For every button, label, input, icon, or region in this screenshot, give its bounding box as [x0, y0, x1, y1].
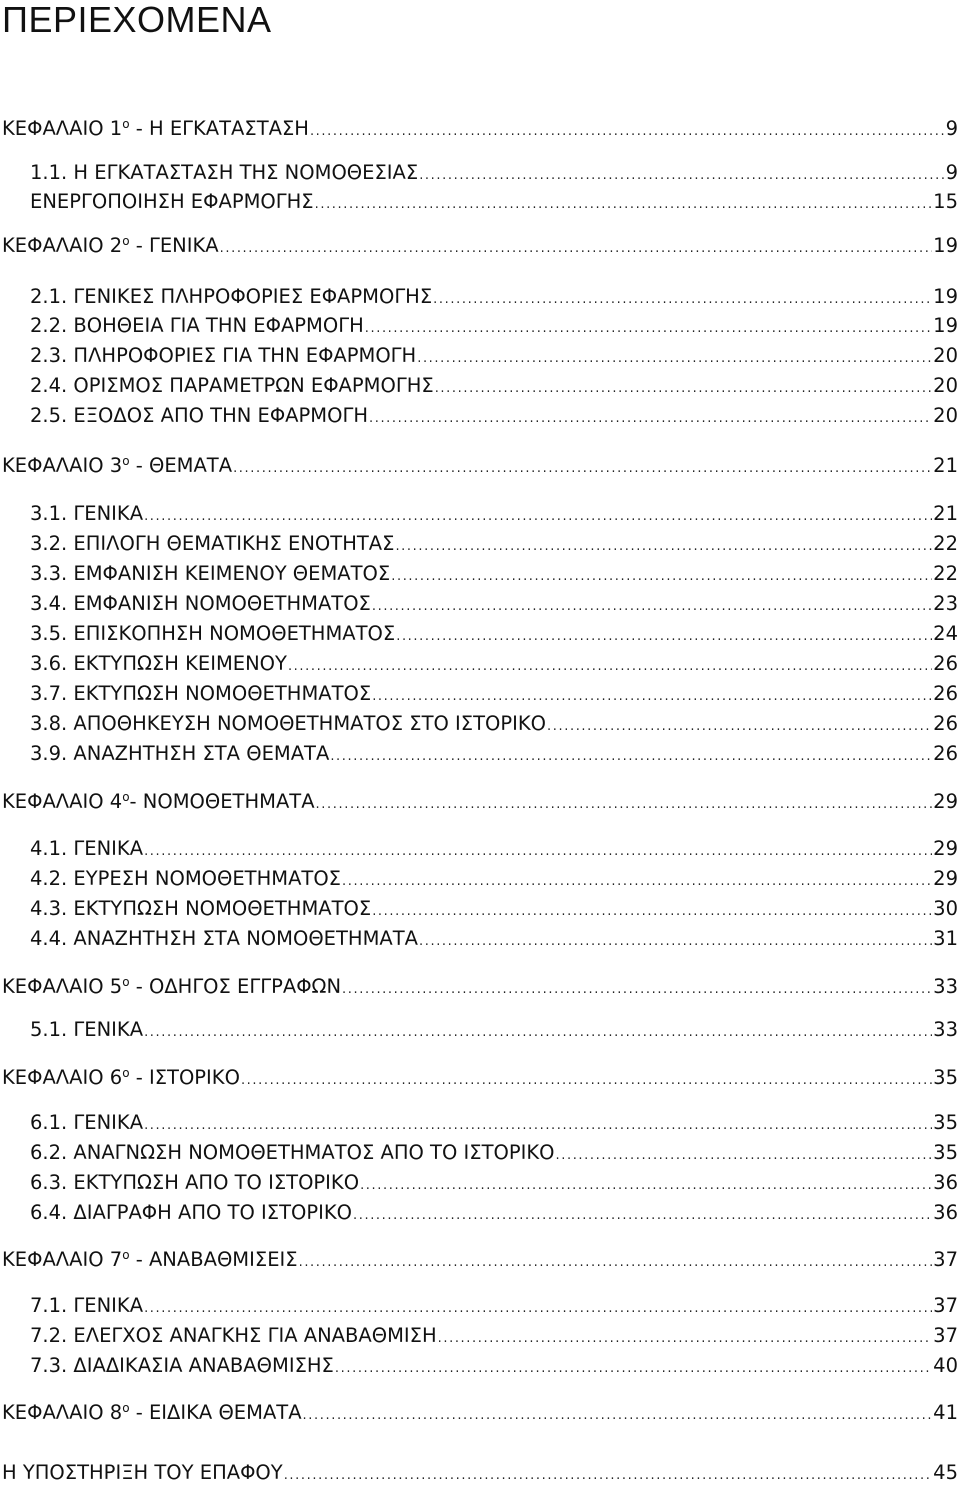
toc-section-entry[interactable]	[0, 1015, 958, 1045]
toc-section-entry[interactable]	[0, 894, 958, 924]
entry-title: 6.2. ΑΝΑΓΝΩΣΗ ΝΟΜΟΘΕΤΗΜΑΤΟΣ ΑΠΟ ΤΟ ΙΣΤΟΡΙΚΟ	[30, 1141, 555, 1164]
toc-section-entry[interactable]	[0, 1351, 958, 1381]
entry-title: 5.1. ΓΕΝΙΚΑ	[30, 1018, 144, 1041]
entry-title: 3.6. ΕΚΤΥΠΩΣΗ ΚΕΙΜΕΝΟΥ	[30, 652, 287, 675]
entry-title-suffix: - ΑΝΑΒΑΘΜΙΣΕΙΣ	[129, 1248, 298, 1271]
entry-label	[0, 451, 232, 481]
dot-leader	[372, 592, 932, 622]
entry-label	[0, 787, 315, 817]
dot-leader	[310, 117, 945, 147]
page-number: 41	[933, 1401, 958, 1424]
entry-label	[0, 158, 418, 188]
page-number: 37	[933, 1324, 958, 1347]
entry-label	[0, 1245, 298, 1275]
dot-leader	[316, 790, 933, 820]
page-number: 35	[933, 1066, 958, 1089]
entry-label	[0, 282, 432, 312]
entry-label	[0, 401, 368, 431]
entry-title: ΚΕΦΑΛΑΙΟ 7	[2, 1248, 123, 1271]
dot-leader	[303, 1401, 933, 1431]
toc-section-entry[interactable]	[0, 739, 958, 769]
entry-title: 2.2. ΒΟΗΘΕΙΑ ΓΙΑ ΤΗΝ ΕΦΑΡΜΟΓΗ	[30, 314, 364, 337]
ordinal-superscript: ο	[122, 1248, 130, 1262]
toc-section-entry[interactable]	[0, 341, 958, 371]
entry-label	[0, 1291, 143, 1321]
entry-title: ΚΕΦΑΛΑΙΟ 2	[2, 234, 123, 257]
page-number: 33	[933, 1018, 958, 1041]
entry-title: 7.2. ΕΛΕΓΧΟΣ ΑΝΑΓΚΗΣ ΓΙΑ ΑΝΑΒΑΘΜΙΣΗ	[30, 1324, 437, 1347]
entry-label	[0, 619, 395, 649]
page-number: 22	[933, 532, 958, 555]
page-number: 20	[933, 404, 958, 427]
toc-section-entry[interactable]	[0, 529, 958, 559]
toc-section-entry[interactable]	[0, 864, 958, 894]
dot-leader	[360, 1171, 932, 1201]
page-number: 35	[933, 1111, 958, 1134]
entry-title: 2.3. ΠΛΗΡΟΦΟΡΙΕΣ ΓΙΑ ΤΗΝ ΕΦΑΡΜΟΓΗ	[30, 344, 417, 367]
page-number: 29	[933, 790, 958, 813]
page-number: 29	[933, 837, 958, 860]
entry-title: 3.2. ΕΠΙΛΟΓΗ ΘΕΜΑΤΙΚΗΣ ΕΝΟΤΗΤΑΣ	[30, 532, 395, 555]
entry-title: Η ΥΠΟΣΤΗΡΙΞΗ ΤΟΥ ΕΠΑΦΟΥ	[2, 1461, 283, 1484]
page-number: 26	[933, 742, 958, 765]
toc-section-entry[interactable]	[0, 158, 958, 188]
toc-section-entry[interactable]	[0, 1108, 958, 1138]
entry-label	[0, 739, 329, 769]
entry-label	[0, 187, 314, 217]
page-number: 37	[933, 1248, 958, 1271]
page-number: 21	[933, 502, 958, 525]
entry-label	[0, 1321, 437, 1351]
dot-leader	[396, 622, 932, 652]
entry-title: 6.3. ΕΚΤΥΠΩΣΗ ΑΠΟ ΤΟ ΙΣΤΟΡΙΚΟ	[30, 1171, 360, 1194]
entry-title-suffix: - ΘΕΜΑΤΑ	[129, 454, 233, 477]
dot-leader	[241, 1066, 932, 1096]
toc-section-entry[interactable]	[0, 371, 958, 401]
entry-label	[0, 1351, 334, 1381]
toc-section-entry[interactable]	[0, 709, 958, 739]
entry-title: 4.2. ΕΥΡΕΣΗ ΝΟΜΟΘΕΤΗΜΑΤΟΣ	[30, 867, 342, 890]
entry-title-suffix: - ΕΙΔΙΚΑ ΘΕΜΑΤΑ	[129, 1401, 302, 1424]
dot-leader	[342, 867, 932, 897]
toc-chapter-entry[interactable]	[0, 451, 958, 481]
toc-section-entry[interactable]	[0, 1138, 958, 1168]
toc-chapter-entry[interactable]	[0, 1398, 958, 1428]
entry-title: 2.1. ΓΕΝΙΚΕΣ ΠΛΗΡΟΦΟΡΙΕΣ ΕΦΑΡΜΟΓΗΣ	[30, 285, 433, 308]
toc-section-entry[interactable]	[0, 311, 958, 341]
toc-section-entry[interactable]	[0, 559, 958, 589]
dot-leader	[395, 532, 932, 562]
entry-label	[0, 649, 287, 679]
page-number: 20	[933, 344, 958, 367]
entry-title: 3.7. ΕΚΤΥΠΩΣΗ ΝΟΜΟΘΕΤΗΜΑΤΟΣ	[30, 682, 372, 705]
toc-section-entry[interactable]	[0, 679, 958, 709]
page-number: 19	[933, 285, 958, 308]
entry-label	[0, 709, 546, 739]
entry-title: ΚΕΦΑΛΑΙΟ 3	[2, 454, 123, 477]
page-title: ΠΕΡΙΕΧΟΜΕΝΑ	[2, 0, 272, 40]
entry-label	[0, 559, 390, 589]
toc-chapter-entry[interactable]	[0, 231, 958, 261]
entry-label	[0, 834, 143, 864]
toc-section-entry[interactable]	[0, 924, 958, 954]
entry-label	[0, 1168, 359, 1198]
entry-label	[0, 311, 364, 341]
ordinal-superscript: ο	[122, 790, 130, 804]
entry-title: ΚΕΦΑΛΑΙΟ 6	[2, 1066, 123, 1089]
dot-leader	[288, 652, 932, 682]
entry-title: 7.3. ΔΙΑΔΙΚΑΣΙΑ ΑΝΑΒΑΘΜΙΣΗΣ	[30, 1354, 334, 1377]
entry-title: 3.3. ΕΜΦΑΝΙΣΗ ΚΕΙΜΕΝΟΥ ΘΕΜΑΤΟΣ	[30, 562, 391, 585]
entry-title: ΕΝΕΡΓΟΠΟΙΗΣΗ ΕΦΑΡΜΟΓΗΣ	[30, 190, 314, 213]
entry-label	[0, 679, 371, 709]
toc-section-entry[interactable]	[0, 1168, 958, 1198]
dot-leader	[144, 502, 932, 532]
page-number: 40	[933, 1354, 958, 1377]
toc-section-entry[interactable]	[0, 619, 958, 649]
toc-chapter-entry[interactable]	[0, 787, 958, 817]
page-number: 22	[933, 562, 958, 585]
page-number: 21	[933, 454, 958, 477]
dot-leader	[233, 454, 932, 484]
entry-title: 1.1. Η ΕΓΚΑΤΑΣΤΑΣΗ ΤΗΣ ΝΟΜΟΘΕΣΙΑΣ	[30, 161, 419, 184]
page-number: 45	[933, 1461, 958, 1484]
toc-chapter-entry[interactable]	[0, 972, 958, 1002]
toc-section-entry[interactable]	[0, 282, 958, 312]
dot-leader	[435, 374, 932, 404]
entry-label	[0, 371, 434, 401]
dot-leader	[353, 1201, 932, 1231]
dot-leader	[417, 344, 932, 374]
dot-leader	[220, 234, 933, 264]
ordinal-superscript: ο	[122, 975, 130, 989]
dot-leader	[391, 562, 932, 592]
ordinal-superscript: ο	[122, 1066, 130, 1080]
entry-title-suffix: - ΝΟΜΟΘΕΤΗΜΑΤΑ	[129, 790, 315, 813]
entry-title-suffix: - Η ΕΓΚΑΤΑΣΤΑΣΗ	[129, 117, 309, 140]
toc-chapter-entry[interactable]	[0, 1063, 958, 1093]
dot-leader	[438, 1324, 933, 1354]
page-number: 19	[933, 314, 958, 337]
entry-title: 7.1. ΓΕΝΙΚΑ	[30, 1294, 144, 1317]
dot-leader	[419, 927, 932, 957]
page-number: 9	[945, 161, 958, 184]
entry-title: 6.4. ΔΙΑΓΡΑΦΗ ΑΠΟ ΤΟ ΙΣΤΟΡΙΚΟ	[30, 1201, 352, 1224]
page-number: 35	[933, 1141, 958, 1164]
toc-chapter-entry[interactable]	[0, 114, 958, 144]
entry-label	[0, 1015, 143, 1045]
entry-title: 6.1. ΓΕΝΙΚΑ	[30, 1111, 144, 1134]
entry-title: ΚΕΦΑΛΑΙΟ 4	[2, 790, 123, 813]
entry-label	[0, 231, 219, 261]
ordinal-superscript: ο	[122, 234, 130, 248]
entry-title: 4.1. ΓΕΝΙΚΑ	[30, 837, 144, 860]
dot-leader	[342, 975, 932, 1005]
entry-title: 3.9. ΑΝΑΖΗΤΗΣΗ ΣΤΑ ΘΕΜΑΤΑ	[30, 742, 330, 765]
entry-title: ΚΕΦΑΛΑΙΟ 5	[2, 975, 123, 998]
entry-label	[0, 894, 371, 924]
dot-leader	[330, 742, 932, 772]
ordinal-superscript: ο	[122, 454, 130, 468]
entry-title: 4.3. ΕΚΤΥΠΩΣΗ ΝΟΜΟΘΕΤΗΜΑΤΟΣ	[30, 897, 372, 920]
entry-label	[0, 972, 341, 1002]
page-number: 36	[933, 1171, 958, 1194]
ordinal-superscript: ο	[122, 117, 130, 131]
dot-leader	[372, 682, 932, 712]
entry-label	[0, 341, 416, 371]
dot-leader	[144, 1018, 932, 1048]
entry-label	[0, 924, 418, 954]
dot-leader	[369, 404, 932, 434]
page-number: 26	[933, 652, 958, 675]
dot-leader	[299, 1248, 933, 1278]
page-number: 29	[933, 867, 958, 890]
entry-label	[0, 1138, 555, 1168]
dot-leader	[315, 190, 933, 220]
dot-leader	[547, 712, 932, 742]
toc-section-entry[interactable]	[0, 834, 958, 864]
page-number: 23	[933, 592, 958, 615]
dot-leader	[144, 1111, 932, 1141]
entry-title: 3.8. ΑΠΟΘΗΚΕΥΣΗ ΝΟΜΟΘΕΤΗΜΑΤΟΣ ΣΤΟ ΙΣΤΟΡΙΚΟ	[30, 712, 547, 735]
page-number: 9	[945, 117, 958, 140]
entry-title: 3.4. ΕΜΦΑΝΙΣΗ ΝΟΜΟΘΕΤΗΜΑΤΟΣ	[30, 592, 371, 615]
entry-title: 3.1. ΓΕΝΙΚΑ	[30, 502, 144, 525]
toc-chapter-entry[interactable]	[0, 1245, 958, 1275]
toc-section-entry[interactable]	[0, 1198, 958, 1228]
toc-section-entry[interactable]	[0, 1321, 958, 1351]
dot-leader	[144, 1294, 932, 1324]
entry-label	[0, 114, 309, 144]
entry-label	[0, 864, 341, 894]
toc-section-entry[interactable]	[0, 401, 958, 431]
entry-label	[0, 529, 394, 559]
entry-title-suffix: - ΓΕΝΙΚΑ	[129, 234, 219, 257]
entry-title-suffix: - ΟΔΗΓΟΣ ΕΓΓΡΑΦΩΝ	[129, 975, 342, 998]
entry-label	[0, 1063, 240, 1093]
page-number: 20	[933, 374, 958, 397]
dot-leader	[372, 897, 932, 927]
toc-section-entry[interactable]	[0, 649, 958, 679]
dot-leader	[284, 1461, 932, 1491]
entry-label	[0, 1198, 352, 1228]
entry-title: 2.4. ΟΡΙΣΜΟΣ ΠΑΡΑΜΕΤΡΩΝ ΕΦΑΡΜΟΓΗΣ	[30, 374, 434, 397]
entry-title: 3.5. ΕΠΙΣΚΟΠΗΣΗ ΝΟΜΟΘΕΤΗΜΑΤΟΣ	[30, 622, 396, 645]
entry-label	[0, 1108, 143, 1138]
page-number: 26	[933, 712, 958, 735]
ordinal-superscript: ο	[122, 1401, 130, 1415]
entry-label	[0, 589, 371, 619]
page-number: 15	[933, 190, 958, 213]
dot-leader	[144, 837, 932, 867]
page-number: 24	[933, 622, 958, 645]
entry-title: ΚΕΦΑΛΑΙΟ 1	[2, 117, 123, 140]
toc-section-entry[interactable]	[0, 1291, 958, 1321]
dot-leader	[365, 314, 932, 344]
page-number: 33	[933, 975, 958, 998]
page-number: 37	[933, 1294, 958, 1317]
page-number: 26	[933, 682, 958, 705]
toc-section-entry[interactable]	[0, 187, 958, 217]
entry-label	[0, 1398, 302, 1428]
entry-label	[0, 499, 143, 529]
dot-leader	[556, 1141, 933, 1171]
entry-title: ΚΕΦΑΛΑΙΟ 8	[2, 1401, 123, 1424]
page-number: 30	[933, 897, 958, 920]
entry-title: 2.5. ΕΞΟΔΟΣ ΑΠΟ ΤΗΝ ΕΦΑΡΜΟΓΗ	[30, 404, 368, 427]
toc-section-entry[interactable]	[0, 589, 958, 619]
page-number: 19	[933, 234, 958, 257]
dot-leader	[335, 1354, 932, 1384]
page-number: 31	[933, 927, 958, 950]
page-number: 36	[933, 1201, 958, 1224]
entry-title-suffix: - ΙΣΤΟΡΙΚΟ	[129, 1066, 240, 1089]
toc-section-entry[interactable]	[0, 499, 958, 529]
entry-title: 4.4. ΑΝΑΖΗΤΗΣΗ ΣΤΑ ΝΟΜΟΘΕΤΗΜΑΤΑ	[30, 927, 418, 950]
